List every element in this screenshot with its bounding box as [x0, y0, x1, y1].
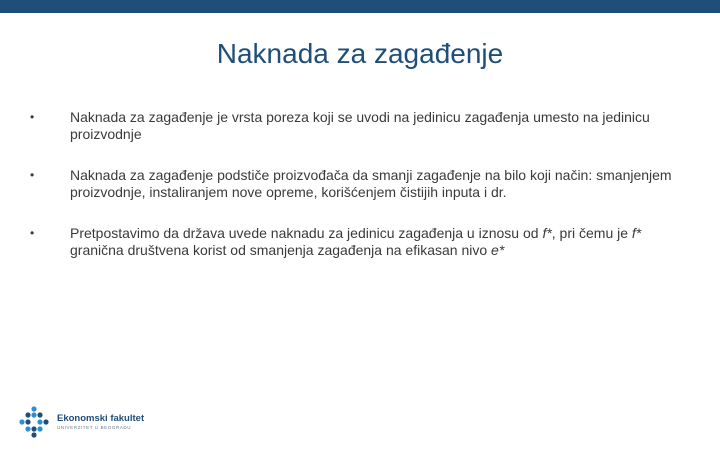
- bullet-text-part: Pretpostavimo da država uvede naknadu za jedinicu zagađenja u iznosu od: [70, 225, 543, 241]
- faculty-logo: [17, 404, 144, 440]
- logo-subtitle: UNIVERZITET U BEOGRADU: [57, 424, 132, 430]
- bullet-item: [30, 109, 690, 143]
- bullet-text-part: , pri čemu je: [551, 225, 632, 241]
- bullet-dot: •: [30, 168, 35, 182]
- bullet-text: Naknada za zagađenje je vrsta poreza koji se uvodi na jedinicu zagađenja umesto na jedinicu proizvodnje: [70, 109, 650, 142]
- bullet-dot: •: [30, 226, 35, 240]
- dots-grid-logo-icon: [17, 405, 51, 439]
- logo-text: [57, 413, 144, 432]
- bullet-item: [30, 167, 690, 201]
- bullet-text: Naknada za zagađenje podstiče proizvođača da smanji zagađenje na bilo koji način: smanjenjem proizvodnje, instaliranjem nove opreme, korišćenjem čistijih inputa i dr.: [70, 167, 672, 200]
- bullet-emphasis: f*: [631, 225, 642, 241]
- bullet-emphasis: f*: [542, 225, 552, 241]
- bullet-text-part: granična društvena korist od smanjenja zagađenja na efikasan nivo: [70, 242, 492, 258]
- bullet-emphasis: e*: [491, 242, 505, 258]
- bullet-dot: •: [30, 110, 35, 124]
- bullet-item: [30, 225, 690, 259]
- bullet-list: [30, 109, 690, 283]
- logo-name: Ekonomski fakultet: [57, 412, 145, 424]
- top-bar: [0, 0, 720, 13]
- slide-title: Naknada za zagađenje: [216, 38, 504, 69]
